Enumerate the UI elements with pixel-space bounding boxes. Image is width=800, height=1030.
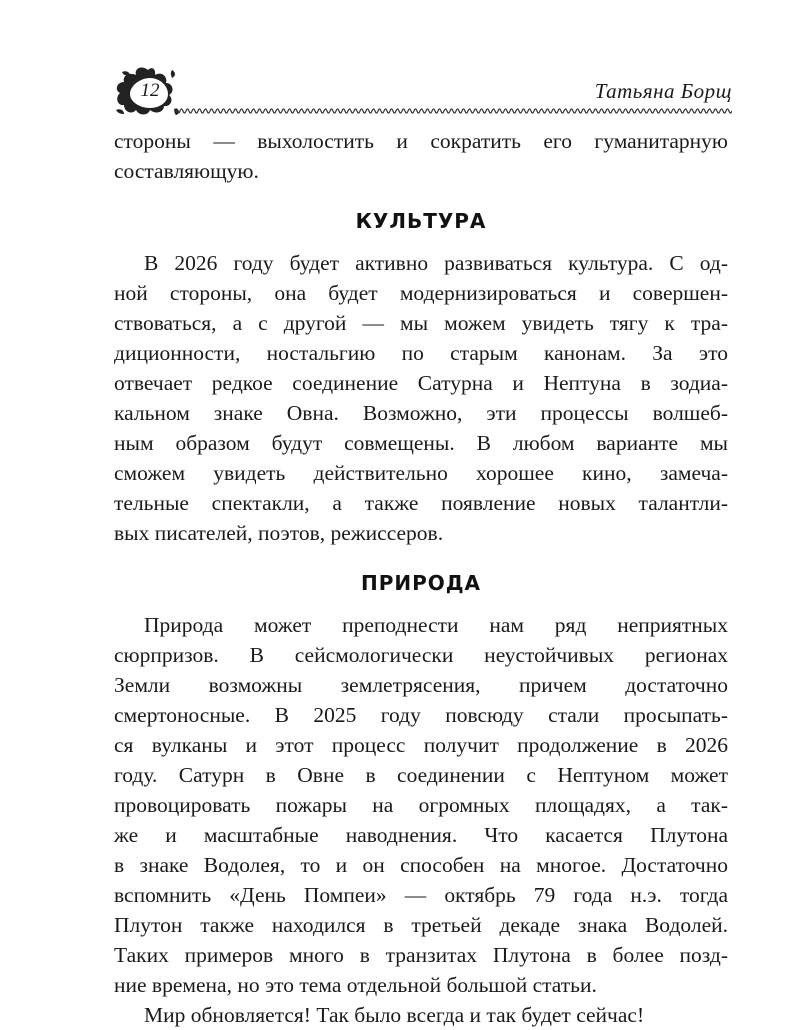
text-line: в знаке Водолея, то и он способен на многое. Достаточно [114,853,728,877]
running-head-author: Татьяна Борщ [594,79,732,103]
text-line: ной стороны, она будет модернизироваться и совершен- [114,281,728,305]
text-line: В 2026 году будет активно развиваться культура. С од- [144,251,728,275]
text-line: сможем увидеть действительно хорошее кино, замеча- [114,461,728,485]
text-line: ствоваться, а с другой — мы можем увидеть тягу к тра- [114,311,728,335]
text-line: сюрпризов. В сейсмологически неустойчивых регионах [114,643,728,667]
text-line: же и масштабные наводнения. Что касается Плутона [114,823,728,847]
text-line: Мир обновляется! Так было всегда и так будет сейчас! [144,1003,645,1027]
paragraph-closing [114,1000,728,1030]
text-line: Земли возможны землетрясения, причем достаточно [114,673,728,697]
text-line: году. Сатурн в Овне в соединении с Нептуном может [114,763,728,787]
text-line: Плутон также находился в третьей декаде знака Водолей. [114,913,728,937]
page-number: 12 [140,80,160,101]
text-line: ся вулканы и этот процесс получит продолжение в 2026 [114,733,728,757]
section-heading-nature: ПРИРОДА [360,571,482,595]
text-line: ние времена, но это тема отдельной большой статьи. [114,973,597,997]
page-body [114,126,728,1030]
text-line: Таких примеров много в транзитах Плутона в более позд- [114,943,728,967]
text-line: ным образом будут совмещены. В любом варианте мы [114,431,728,455]
text-line: провоцировать пожары на огромных площадях, а так- [114,793,728,817]
page-header [112,66,732,116]
text-line: Природа может преподнести нам ряд неприятных [144,613,728,637]
text-line: вспомнить «День Помпеи» — октябрь 79 года н.э. тогда [114,883,728,907]
text-line: кальном знаке Овна. Возможно, эти процессы волшеб- [114,401,728,425]
paragraph-nature [114,610,728,1000]
text-line: стороны — выхолостить и сократить его гуманитарную [114,129,728,153]
text-line: отвечает редкое соединение Сатурна и Нептуна в зодиа- [114,371,728,395]
text-line: диционности, ностальгию по старым канонам. За это [114,341,728,365]
text-line: тельные спектакли, а также появление новых талантли- [114,491,728,515]
paragraph-culture [114,248,728,548]
text-line: составляющую. [114,159,259,183]
intro-paragraph [114,126,728,186]
header-wave-rule [174,106,732,116]
text-line: вых писателей, поэтов, режиссеров. [114,521,444,545]
section-heading-culture: КУЛЬТУРА [355,209,487,233]
text-line: смертоносные. В 2025 году повсюду стали просыпать- [114,703,728,727]
